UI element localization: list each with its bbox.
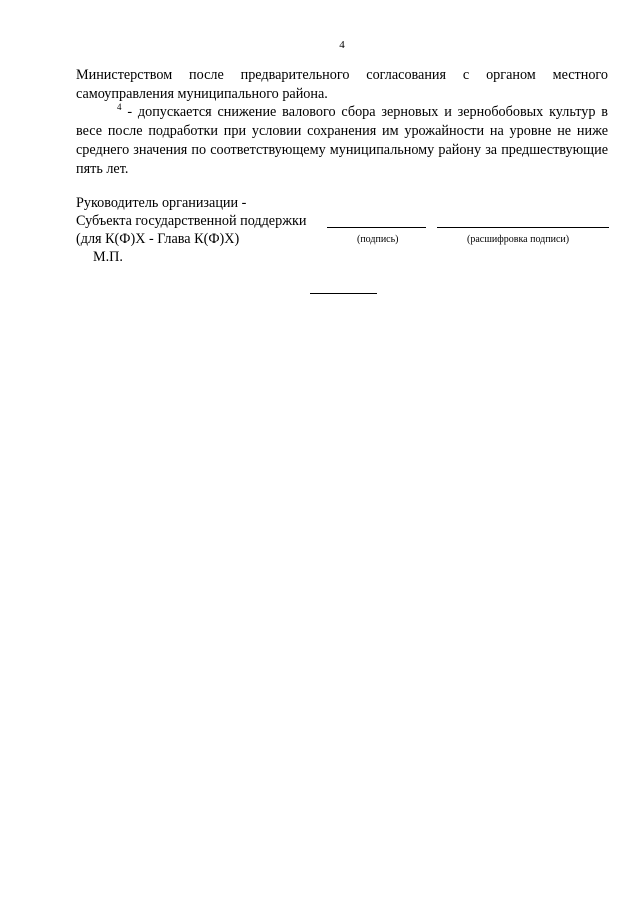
signatory-title-line-3: (для К(Ф)Х - Глава К(Ф)Х) [76,231,240,247]
footnote-marker: 4 [117,102,122,112]
signatory-title-line-1: Руководитель организации - [76,195,247,211]
page-number: 4 [339,39,345,51]
signature-caption: (подпись) [357,234,399,245]
paragraph-continuation: Министерством после предварительного согласования с органом местного самоуправления муниципального района. [76,67,608,102]
footnote-text: - допускается снижение валового сбора зерновых и зернобобовых культур в весе после подработки при условии сохранения им урожайности на уровне не ниже среднего значения по соответствующему муниципальному району за предшествующие пять лет. [76,104,608,177]
signature-blank-line [327,227,426,228]
signature-decoding-blank-line [437,227,609,228]
document-end-rule [310,293,377,294]
footnote-paragraph [76,103,608,179]
signature-decoding-caption: (расшифровка подписи) [467,234,570,245]
seal-placeholder: М.П. [93,249,123,265]
signatory-title-line-2: Субъекта государственной поддержки [76,213,307,229]
